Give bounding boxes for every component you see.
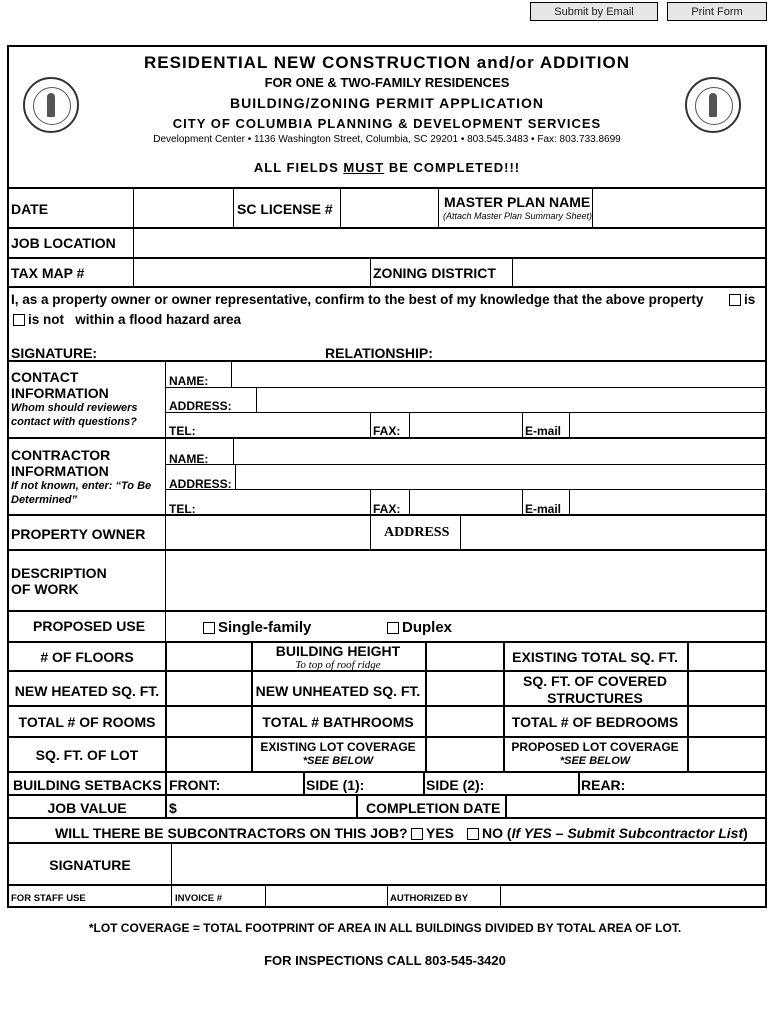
subcontractors-no-option[interactable]: NO (If YES – Submit Subcontractor List) (467, 825, 748, 841)
heated-sqft-label: NEW HEATED SQ. FT. (14, 683, 160, 699)
flood-relationship-label: RELATIONSHIP: (325, 345, 433, 361)
contact-fax-label: FAX: (373, 424, 401, 438)
description-label: DESCRIPTION (11, 565, 107, 581)
setback-side-2[interactable]: SIDE (2): (426, 777, 485, 793)
building-height-note: To top of roof ridge (295, 659, 381, 671)
bathrooms-field[interactable] (428, 707, 502, 736)
subcontractors-yes-checkbox[interactable] (411, 828, 423, 840)
proposed-coverage-label: PROPOSED LOT COVERAGE (511, 740, 679, 754)
owner-address-field[interactable] (462, 517, 763, 549)
contractor-address-label: ADDRESS: (169, 477, 232, 491)
flood-is-not-checkbox[interactable] (13, 314, 25, 326)
flood-is-checkbox[interactable] (729, 294, 741, 306)
flood-is-not-option[interactable]: is not within a flood hazard area (13, 312, 241, 327)
master-plan-note: (Attach Master Plan Summary Sheet) (443, 211, 593, 221)
unheated-sqft-label: NEW UNHEATED SQ. FT. (255, 683, 421, 699)
duplex-option[interactable]: Duplex (387, 619, 452, 636)
flood-statement: I, as a property owner or owner representative, confirm to the best of my knowledge that the above property (11, 292, 704, 307)
flood-is-option[interactable]: is (729, 292, 755, 307)
contractor-note-2: Determined” (11, 494, 78, 506)
existing-coverage-label: EXISTING LOT COVERAGE (260, 740, 416, 754)
contractor-name-field[interactable] (235, 440, 763, 463)
floors-field[interactable] (168, 643, 250, 670)
contractor-title-2: INFORMATION (11, 463, 109, 479)
description-field[interactable] (167, 552, 763, 610)
property-owner-field[interactable] (167, 517, 369, 549)
job-value-field[interactable]: $ (169, 800, 177, 816)
proposed-use-label: PROPOSED USE (33, 618, 146, 634)
inspections-notice: FOR INSPECTIONS CALL 803-545-3420 (264, 953, 506, 968)
zoning-district-label: ZONING DISTRICT (373, 265, 496, 281)
covered-sqft-field[interactable] (690, 672, 763, 705)
completion-date-field[interactable] (507, 796, 763, 818)
contact-address-label: ADDRESS: (169, 399, 232, 413)
authorized-by-label: AUTHORIZED BY (390, 893, 469, 904)
contact-email-field[interactable] (571, 413, 763, 437)
job-value-label: JOB VALUE (47, 800, 127, 816)
proposed-coverage-field[interactable] (690, 738, 763, 771)
department-address: Development Center • 1136 Washington Street, Columbia, SC 29201 • 803.545.3483 • Fax: 803.733.8699 (153, 134, 621, 145)
property-owner-label: PROPERTY OWNER (11, 526, 146, 542)
tax-map-label: TAX MAP # (11, 265, 85, 281)
contact-title-2: INFORMATION (11, 385, 109, 401)
existing-coverage-field[interactable] (428, 738, 502, 771)
contact-tel-field[interactable] (204, 413, 369, 437)
job-location-field[interactable] (135, 230, 763, 256)
contact-email-label: E-mail (525, 424, 562, 438)
sc-license-label: SC LICENSE # (237, 201, 333, 217)
master-plan-field[interactable] (593, 190, 763, 225)
unheated-sqft-field[interactable] (428, 672, 502, 705)
proposed-coverage-note: *SEE BELOW (559, 755, 631, 767)
subcontractors-yes-option[interactable]: YES (411, 825, 454, 841)
setback-rear[interactable]: REAR: (581, 777, 626, 793)
contact-name-field[interactable] (233, 363, 763, 386)
setback-front[interactable]: FRONT: (169, 777, 221, 793)
single-family-checkbox[interactable] (203, 622, 215, 634)
form-subtitle: FOR ONE & TWO-FAMILY RESIDENCES (264, 75, 510, 90)
lot-sqft-field[interactable] (168, 738, 250, 771)
permit-title: BUILDING/ZONING PERMIT APPLICATION (230, 95, 544, 111)
contractor-name-label: NAME: (169, 452, 209, 466)
setback-side-1[interactable]: SIDE (1): (306, 777, 365, 793)
contractor-tel-field[interactable] (204, 490, 369, 514)
covered-sqft-label: SQ. FT. OF COVERED (523, 673, 667, 689)
invoice-label: INVOICE # (175, 893, 222, 904)
rooms-label: TOTAL # OF ROOMS (18, 714, 156, 730)
staff-use-label: FOR STAFF USE (11, 893, 86, 904)
contact-title: CONTACT (11, 369, 79, 385)
contractor-address-field[interactable] (237, 465, 763, 488)
setbacks-label: BUILDING SETBACKS (13, 777, 162, 793)
submit-by-email-button[interactable]: Submit by Email (530, 2, 658, 21)
owner-address-label: ADDRESS (384, 525, 450, 540)
tax-map-field[interactable] (135, 260, 369, 285)
contractor-title: CONTRACTOR (11, 447, 111, 463)
date-field[interactable] (135, 190, 233, 225)
building-height-field[interactable] (428, 643, 502, 670)
description-label-2: OF WORK (11, 581, 79, 597)
heated-sqft-field[interactable] (168, 672, 250, 705)
contact-fax-field[interactable] (411, 413, 521, 437)
signature-label: SIGNATURE (49, 857, 131, 873)
signature-field[interactable] (173, 845, 763, 884)
zoning-district-field[interactable] (513, 260, 763, 285)
bedrooms-field[interactable] (690, 707, 763, 736)
subcontractors-question: WILL THERE BE SUBCONTRACTORS ON THIS JOB? (55, 825, 408, 841)
contact-tel-label: TEL: (169, 424, 196, 438)
print-form-button[interactable]: Print Form (667, 2, 767, 21)
permit-form (7, 45, 767, 908)
form-title: RESIDENTIAL NEW CONSTRUCTION and/or ADDITION (144, 53, 630, 72)
master-plan-label: MASTER PLAN NAME (444, 194, 591, 210)
lot-coverage-footnote: *LOT COVERAGE = TOTAL FOOTPRINT OF AREA IN ALL BUILDINGS DIVIDED BY TOTAL AREA OF LOT. (88, 921, 682, 935)
contact-note-2: contact with questions? (11, 416, 137, 428)
covered-sqft-label-2: STRUCTURES (547, 690, 643, 706)
existing-sqft-label: EXISTING TOTAL SQ. FT. (512, 649, 678, 665)
existing-coverage-note: *SEE BELOW (302, 755, 374, 767)
contractor-tel-label: TEL: (169, 502, 196, 516)
single-family-option[interactable]: Single-family (203, 619, 311, 636)
invoice-field[interactable] (267, 887, 386, 907)
contractor-fax-field[interactable] (411, 490, 521, 514)
contact-name-label: NAME: (169, 374, 209, 388)
contractor-fax-label: FAX: (373, 502, 401, 516)
contractor-note: If not known, enter: “To Be (11, 480, 152, 492)
job-location-label: JOB LOCATION (11, 235, 116, 251)
date-label: DATE (11, 201, 49, 217)
contractor-email-field[interactable] (571, 490, 763, 514)
floors-label: # OF FLOORS (40, 649, 134, 665)
completion-date-label: COMPLETION DATE (366, 800, 501, 816)
authorized-by-field[interactable] (502, 887, 763, 907)
lot-sqft-label: SQ. FT. OF LOT (35, 747, 139, 763)
rooms-field[interactable] (168, 707, 250, 736)
department-name: CITY OF COLUMBIA PLANNING & DEVELOPMENT SERVICES (172, 116, 602, 131)
contact-note: Whom should reviewers (11, 402, 138, 414)
subcontractors-no-checkbox[interactable] (467, 828, 479, 840)
duplex-checkbox[interactable] (387, 622, 399, 634)
building-height-label: BUILDING HEIGHT (275, 643, 401, 659)
bedrooms-label: TOTAL # OF BEDROOMS (511, 714, 679, 730)
contractor-email-label: E-mail (525, 502, 562, 516)
flood-signature-label: SIGNATURE: (11, 345, 98, 361)
bathrooms-label: TOTAL # BATHROOMS (262, 714, 414, 730)
existing-sqft-field[interactable] (690, 643, 763, 670)
sc-license-field[interactable] (341, 190, 437, 225)
contact-address-field[interactable] (258, 388, 763, 411)
completion-notice: ALL FIELDS MUST BE COMPLETED!!! (253, 160, 521, 175)
